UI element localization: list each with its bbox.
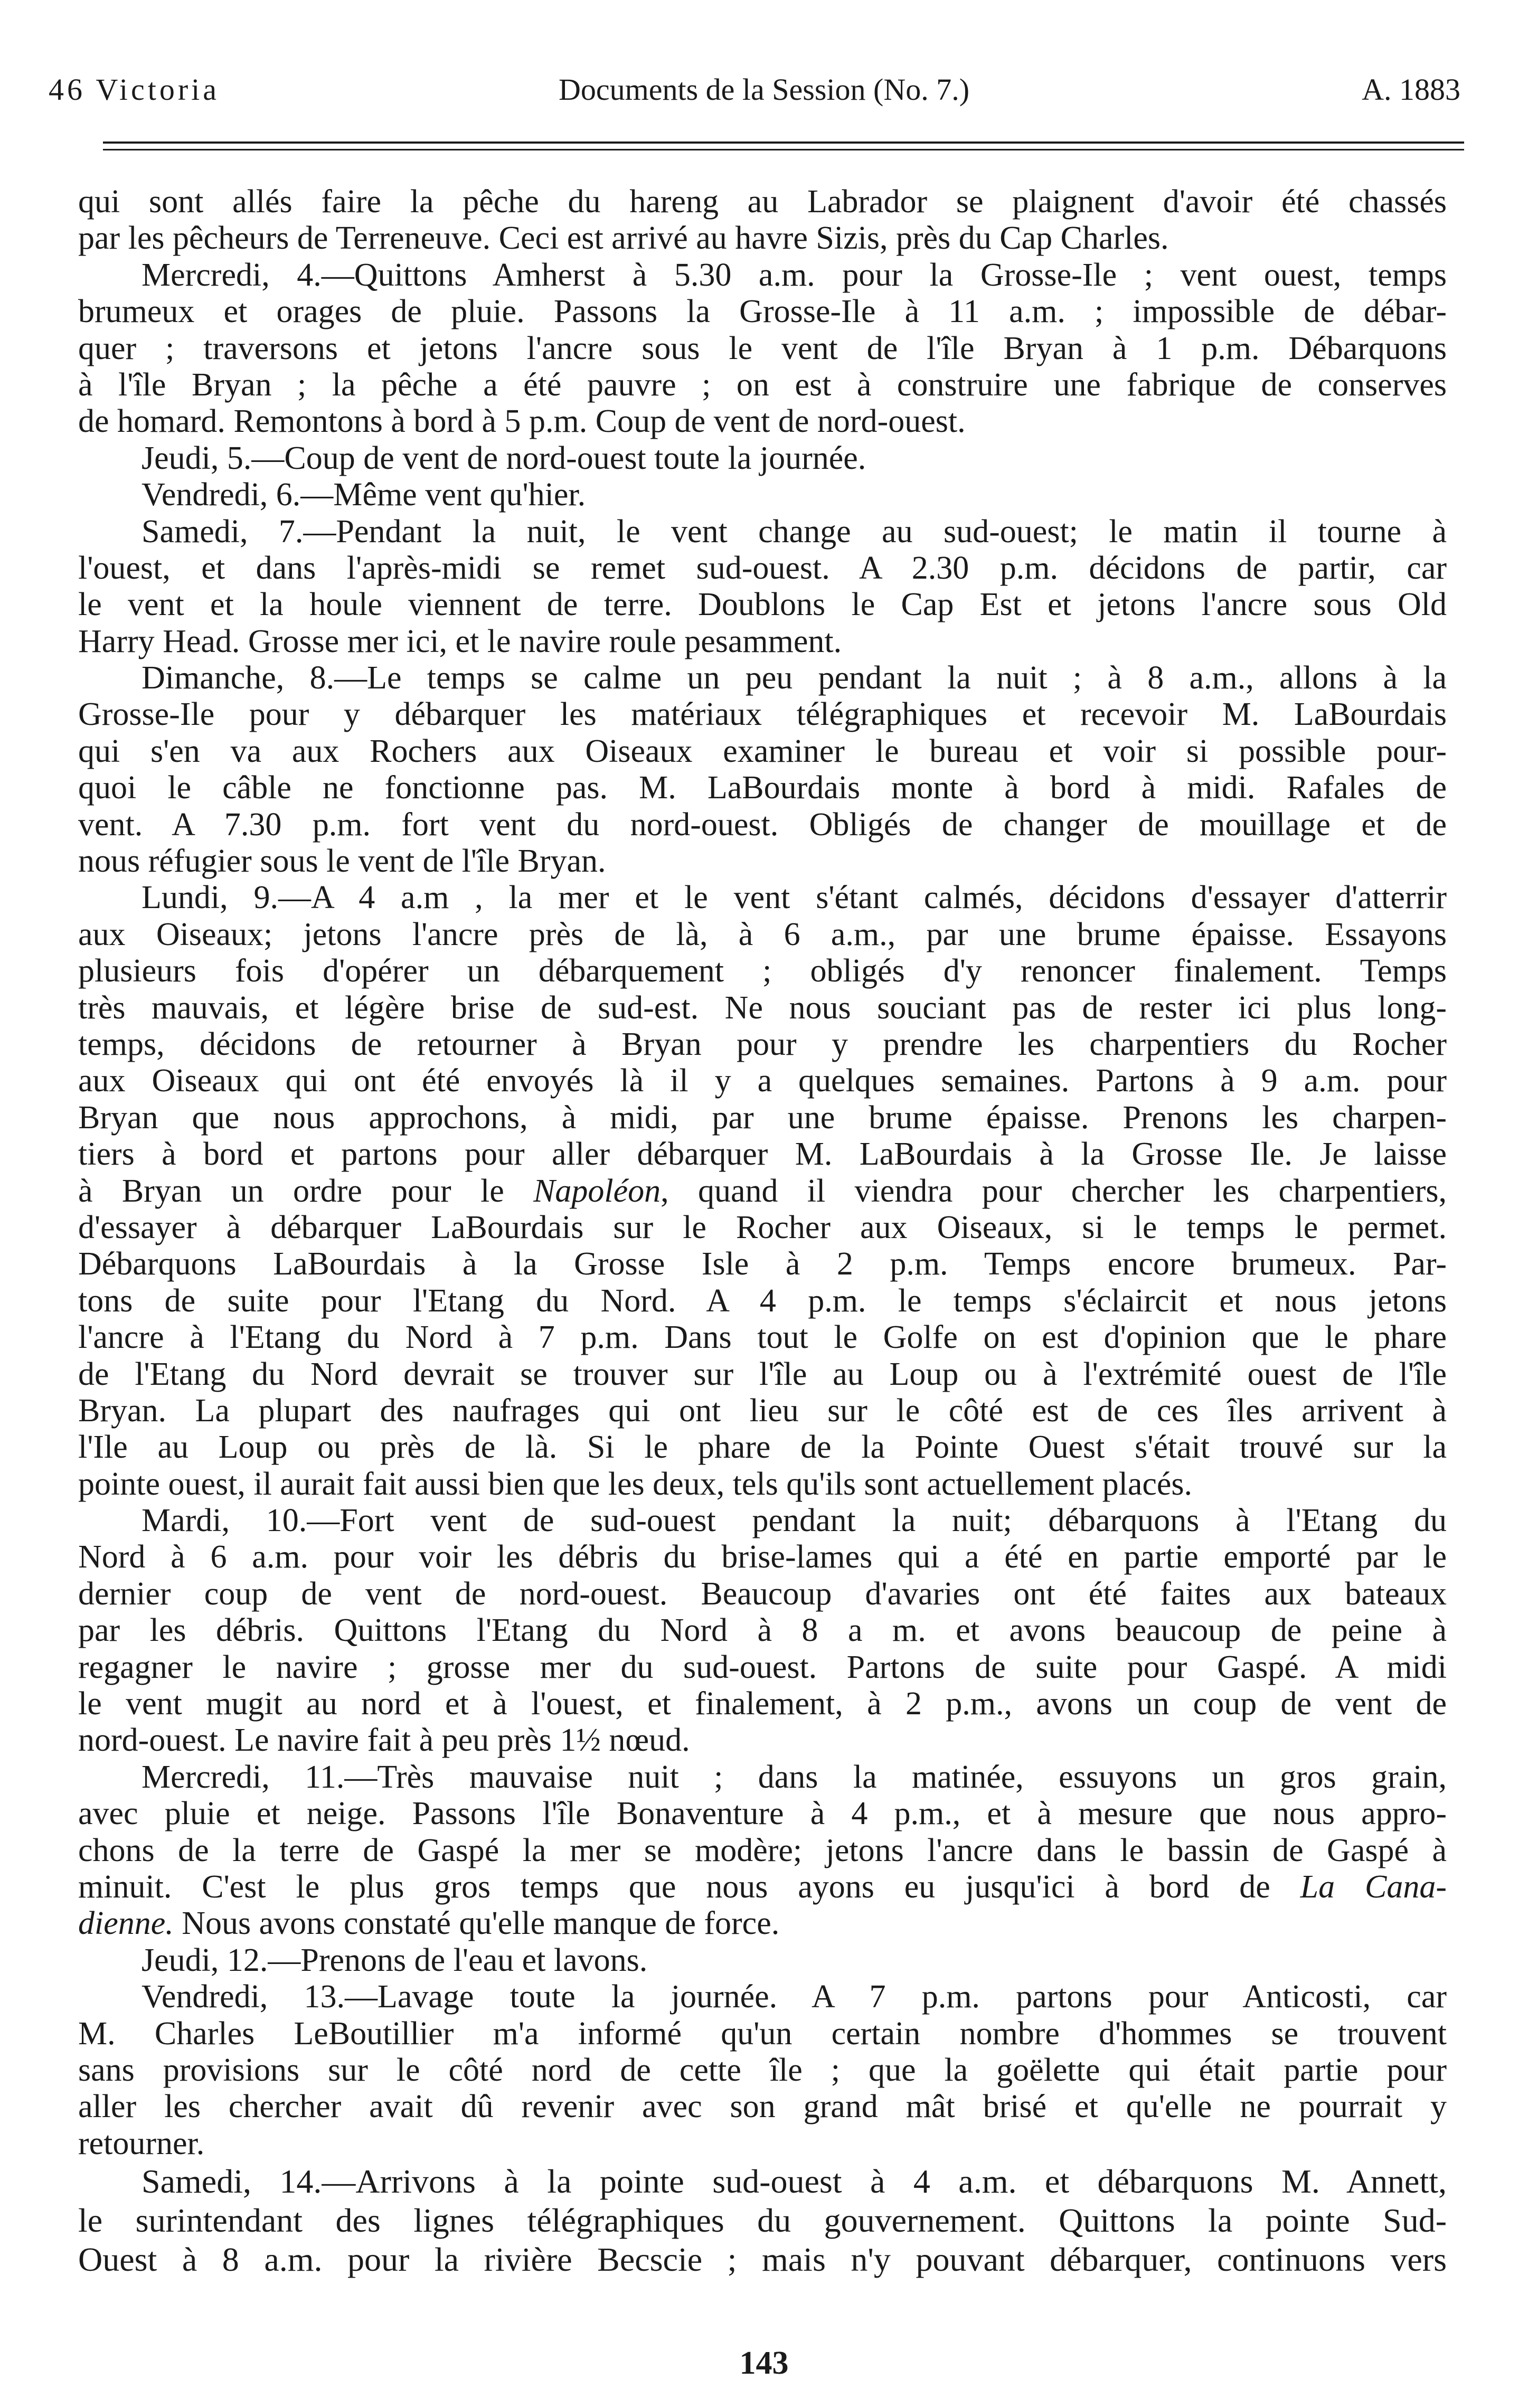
text-line: tiers à bord et partons pour aller débarquer M. LaBourdais à la Grosse Ile. Je laisse [78,1136,1447,1173]
text-line: M. Charles LeBoutillier m'a informé qu'un certain nombre d'hommes se trouvent [78,2015,1447,2052]
text-line: par les pêcheurs de Terreneuve. Ceci est arrivé au havre Sizis, près du Cap Charles. [78,220,1169,257]
text-line: Harry Head. Grosse mer ici, et le navire roule pesamment. [78,623,842,659]
header-session-number: 46 Victoria [49,72,220,107]
text-line: Nord à 6 a.m. pour voir les débris du brise-lames qui a été en partie emporté par le [78,1539,1447,1575]
text-line: sans provisions sur le côté nord de cette île ; que la goëlette qui était partie pour [78,2052,1447,2088]
text-line: l'ancre à l'Etang du Nord à 7 p.m. Dans tout le Golfe on est d'opinion que le phare [78,1319,1447,1356]
text-line: Samedi, 7.—Pendant la nuit, le vent change au sud-ouest; le matin il tourne à [142,513,1447,550]
text-line: Bryan que nous approchons, à midi, par une brume épaisse. Prenons les charpen- [78,1099,1447,1136]
page-number: 143 [739,2345,789,2381]
text-line: d'essayer à débarquer LaBourdais sur le Rocher aux Oiseaux, si le temps le permet. [78,1209,1447,1245]
journal-text [78,184,1447,2279]
text-line: Lundi, 9.—A 4 a.m , la mer et le vent s'étant calmés, décidons d'essayer d'atterrir [142,880,1447,916]
text-line: qui sont allés faire la pêche du hareng au Labrador se plaignent d'avoir été chassés [78,184,1447,220]
text-line: l'ouest, et dans l'après-midi se remet sud-ouest. A 2.30 p.m. décidons de partir, car [78,550,1447,586]
text-line: chons de la terre de Gaspé la mer se modère; jetons l'ancre dans le bassin de Gaspé à [78,1832,1447,1868]
text-line: minuit. C'est le plus gros temps que nous ayons eu jusqu'ici à bord de La Cana- [78,1868,1447,1905]
text-line: le surintendant des lignes télégraphiques du gouvernement. Quittons la pointe Sud- [78,2202,1447,2240]
header-rule-top [103,141,1464,144]
header-title: Documents de la Session (No. 7.) [558,72,970,107]
text-line: aux Oiseaux; jetons l'ancre près de là, à 6 a.m., par une brume épaisse. Essayons [78,916,1447,952]
text-line: Jeudi, 12.—Prenons de l'eau et lavons. [142,1942,648,1978]
text-line: à l'île Bryan ; la pêche a été pauvre ; on est à construire une fabrique de conserves [78,366,1447,403]
text-line: avec pluie et neige. Passons l'île Bonaventure à 4 p.m., et à mesure que nous appro- [78,1796,1447,1832]
text-line: Mercredi, 4.—Quittons Amherst à 5.30 a.m. pour la Grosse-Ile ; vent ouest, temps [142,257,1447,293]
text-line: nord-ouest. Le navire fait à peu près 1½ nœud. [78,1722,690,1759]
text-line: Mercredi, 11.—Très mauvaise nuit ; dans la matinée, essuyons un gros grain, [142,1759,1447,1795]
text-line: quer ; traversons et jetons l'ancre sous le vent de l'île Bryan à 1 p.m. Débarquons [78,330,1447,366]
text-line: temps, décidons de retourner à Bryan pour y prendre les charpentiers du Rocher [78,1026,1447,1062]
text-line: retourner. [78,2125,205,2161]
text-line: l'Ile au Loup ou près de là. Si le phare de la Pointe Ouest s'était trouvé sur la [78,1429,1447,1466]
text-line: tons de suite pour l'Etang du Nord. A 4 p.m. le temps s'éclaircit et nous jetons [78,1282,1447,1319]
text-line: le vent mugit au nord et à l'ouest, et finalement, à 2 p.m., avons un coup de vent de [78,1686,1447,1722]
text-line: le vent et la houle viennent de terre. Doublons le Cap Est et jetons l'ancre sous Old [78,587,1447,623]
text-line: Dimanche, 8.—Le temps se calme un peu pendant la nuit ; à 8 a.m., allons à la [142,660,1447,696]
text-line: Ouest à 8 a.m. pour la rivière Becscie ; mais n'y pouvant débarquer, continuons vers [78,2241,1447,2279]
text-line: aller les chercher avait dû revenir avec son grand mât brisé et qu'elle ne pourrait y [78,2089,1447,2125]
text-line: dernier coup de vent de nord-ouest. Beaucoup d'avaries ont été faites aux bateaux [78,1575,1447,1612]
text-line: brumeux et orages de pluie. Passons la Grosse-Ile à 11 a.m. ; impossible de débar- [78,294,1447,330]
text-line: dienne. Nous avons constaté qu'elle manque de force. [78,1905,780,1942]
text-line: de homard. Remontons à bord à 5 p.m. Coup de vent de nord-ouest. [78,403,966,440]
text-line: vent. A 7.30 p.m. fort vent du nord-ouest. Obligés de changer de mouillage et de [78,806,1447,843]
text-line: Débarquons LaBourdais à la Grosse Isle à 2 p.m. Temps encore brumeux. Par- [78,1246,1447,1282]
text-line: quoi le câble ne fonctionne pas. M. LaBourdais monte à bord à midi. Rafales de [78,770,1447,806]
text-line: qui s'en va aux Rochers aux Oiseaux examiner le bureau et voir si possible pour- [78,733,1447,769]
text-line: Vendredi, 13.—Lavage toute la journée. A 7 p.m. partons pour Anticosti, car [142,1979,1447,2015]
text-line: à Bryan un ordre pour le Napoléon, quand il viendra pour chercher les charpentiers, [78,1173,1447,1209]
text-line: plusieurs fois d'opérer un débarquement ; obligés d'y renoncer finalement. Temps [78,953,1447,989]
text-line: Vendredi, 6.—Même vent qu'hier. [142,477,586,513]
text-line: Samedi, 14.—Arrivons à la pointe sud-ouest à 4 a.m. et débarquons M. Annett, [142,2163,1447,2201]
text-line: pointe ouest, il aurait fait aussi bien que les deux, tels qu'ils sont actuellement placés. [78,1466,1193,1502]
text-line: Grosse-Ile pour y débarquer les matériaux télégraphiques et recevoir M. LaBourdais [78,696,1447,733]
text-line: regagner le navire ; grosse mer du sud-ouest. Partons de suite pour Gaspé. A midi [78,1649,1447,1685]
text-line: par les débris. Quittons l'Etang du Nord à 8 a m. et avons beaucoup de peine à [78,1612,1447,1649]
header-rule-bottom [103,149,1464,150]
text-line: de l'Etang du Nord devrait se trouver sur l'île au Loup ou à l'extrémité ouest de l'île [78,1356,1447,1392]
text-line: Mardi, 10.—Fort vent de sud-ouest pendant la nuit; débarquons à l'Etang du [142,1503,1447,1539]
text-line: Bryan. La plupart des naufrages qui ont lieu sur le côté est de ces îles arrivent à [78,1392,1447,1429]
text-line: nous réfugier sous le vent de l'île Bryan. [78,843,606,880]
text-line: très mauvais, et légère brise de sud-est. Ne nous souciant pas de rester ici plus long- [78,989,1447,1026]
text-line: Jeudi, 5.—Coup de vent de nord-ouest toute la journée. [142,440,866,476]
text-line: aux Oiseaux qui ont été envoyés là il y a quelques semaines. Partons à 9 a.m. pour [78,1063,1447,1099]
header-year: A. 1883 [1362,72,1460,107]
